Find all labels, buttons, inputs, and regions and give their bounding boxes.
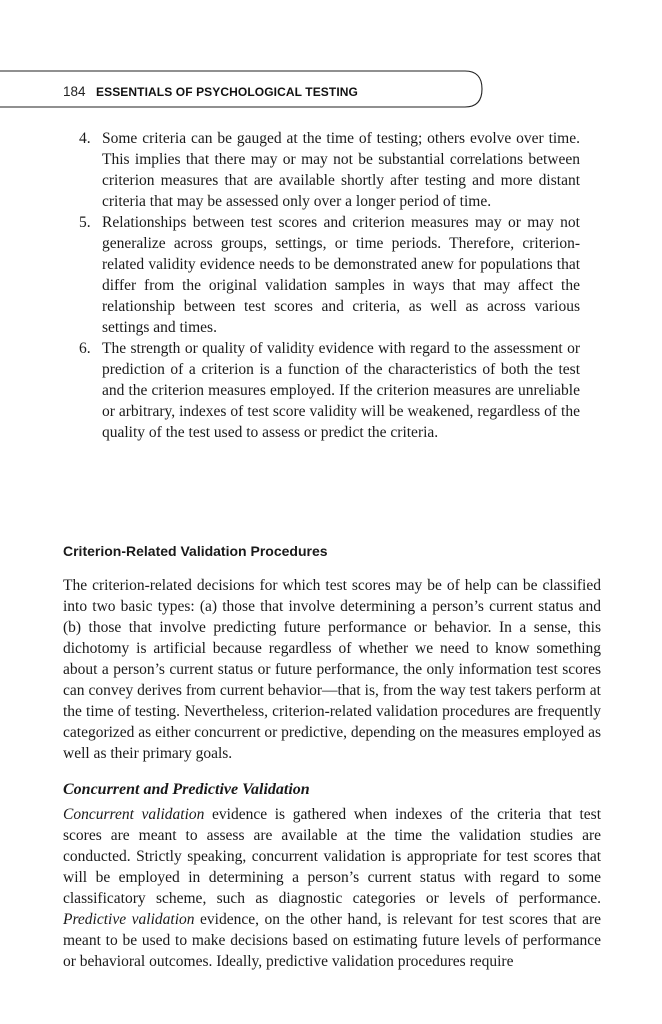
list-item — [79, 338, 580, 443]
section-paragraph: The criterion-related decisions for which test scores may be of help can be classified into two basic types: (a) those that involve determining a person’s current status and (b) those that involve predicting future performance or behavior. In a sense, this dichotomy is artificial because regardless of whether we need to know something about a person’s current status or future performance, the only information test scores can convey derives from current behavior—that is, from the way test takers perform at the time of testing. Nevertheless, criterion-related validation procedures are frequently categorized as either concurrent or predictive, depending on the measures employed as well as their primary goals. — [63, 577, 601, 762]
list-item — [79, 212, 580, 338]
header-rule-icon — [0, 0, 662, 120]
list-item-number: 5. — [79, 214, 91, 231]
numbered-list — [79, 128, 580, 443]
running-head: ESSENTIALS OF PSYCHOLOGICAL TESTING — [96, 85, 358, 99]
page-number: 184 — [63, 84, 86, 99]
list-item-text: Some criteria can be gauged at the time of testing; others evolve over time. This implies that there may or may not be substantial correlations between criterion measures that are available shortly after testing and more distant criteria that may be assessed only over a longer period of time. — [102, 130, 580, 210]
subsection-heading: Concurrent and Predictive Validation — [63, 781, 310, 798]
list-item-text: The strength or quality of validity evidence with regard to the assessment or prediction of a criterion is a function of the characteristics of both the test and the criterion measures employed. If the criterion measures are unreliable or arbitrary, indexes of test score validity will be weakened, regardless of the quality of the test used to assess or predict the criteria. — [102, 340, 580, 441]
paragraph-text: evidence, on the other hand, is relevant for test scores that are meant to be used to make decisions based on estimating future levels of performance or behavioral outcomes. Ideally, predictive validation procedures require — [63, 911, 601, 970]
list-item-text: Relationships between test scores and criterion measures may or may not generalize across groups, settings, or time periods. Therefore, criterion-related validity evidence needs to be demonstrated anew for populations that differ from the original validation samples in ways that may affect the relationship between test scores and criteria, as well as across various settings and times. — [102, 214, 580, 336]
term-concurrent-validation: Concurrent validation — [63, 806, 205, 823]
paragraph-text: evidence is gathered when indexes of the criteria that test scores are meant to assess are available at the time the validation studies are conducted. Strictly speaking, concurrent validation is appropriate for test scores that will be employed in determining a person’s current status with regard to some classificatory scheme, such as diagnostic categories or levels of performance. — [63, 806, 601, 907]
list-item-number: 4. — [79, 130, 91, 147]
running-header — [0, 0, 662, 120]
list-item — [79, 128, 580, 212]
section-heading: Criterion-Related Validation Procedures — [63, 543, 328, 559]
subsection-paragraph — [63, 804, 601, 972]
term-predictive-validation: Predictive validation — [63, 911, 195, 928]
list-item-number: 6. — [79, 340, 91, 357]
